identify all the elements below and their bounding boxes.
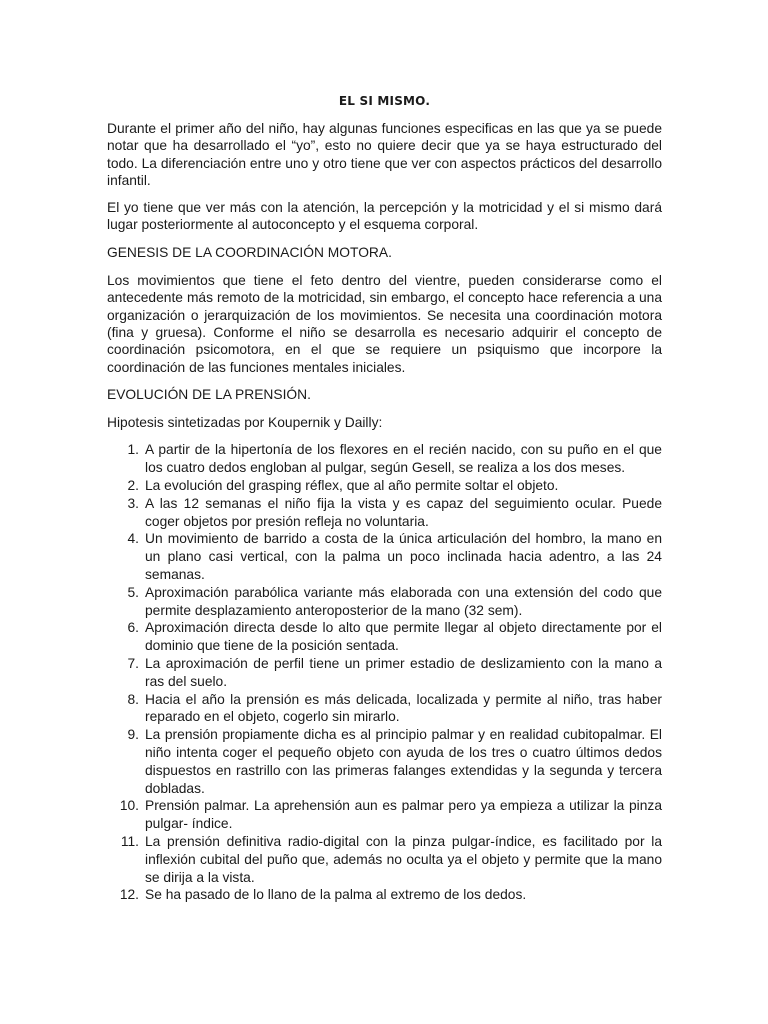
- section-heading-prension: EVOLUCIÓN DE LA PRENSIÓN.: [107, 386, 311, 402]
- list-number: 7.: [127, 656, 139, 672]
- list-text: La evolución del grasping réflex, que al año permite soltar el objeto.: [145, 478, 559, 494]
- list-item: [97, 886, 662, 904]
- list-number: 8.: [127, 691, 139, 707]
- list-item: [97, 691, 662, 727]
- list-number: 2.: [127, 478, 139, 494]
- list-number: 4.: [127, 531, 139, 547]
- list-number: 11.: [120, 833, 139, 849]
- list-text: A partir de la hipertonía de los flexores en el recién nacido, con su puño en el que los cuatro dedos engloban al pulgar, según Gesell, se realiza a los dos meses.: [145, 442, 662, 476]
- list-number: 10.: [119, 798, 139, 814]
- paragraph-yo: El yo tiene que ver más con la atención, la percepción y la motricidad y el si mismo dará lugar posteriormente al autoconcepto y el esquema corporal.: [107, 200, 662, 233]
- list-text: Se ha pasado de lo llano de la palma al extremo de los dedos.: [145, 887, 527, 903]
- list-number: 12.: [119, 887, 139, 903]
- list-text: La aproximación de perfil tiene un primer estadio de deslizamiento con la mano a ras del suelo.: [145, 656, 662, 689]
- list-item: [97, 655, 662, 691]
- list-number: 5.: [127, 584, 139, 600]
- section-heading-coordinacion: GENESIS DE LA COORDINACIÓN MOTORA.: [107, 244, 392, 260]
- list-text: Prensión palmar. La aprehensión aun es palmar pero ya empieza a utilizar la pinza pulgar- índice.: [145, 798, 662, 832]
- paragraph-movimientos: Los movimientos que tiene el feto dentro del vientre, pueden considerarse como el antecedente más remoto de la motricidad, sin embargo, el concepto hace referencia a una organización o jerarquización de los movimientos. Se necesita una coordinación motora (fina y gruesa). Conforme el niño se desarrolla es necesario adquirir el concepto de coordinación psicomotora, en el que se requiere un psiquismo que incorpore la coordinación de las funciones mentales iniciales.: [107, 273, 662, 375]
- list-number: 1.: [127, 442, 139, 458]
- document-title: EL SI MISMO.: [338, 94, 431, 108]
- list-text: Hacia el año la prensión es más delicada, localizada y permite al niño, tras haber reparado en el objeto, cogerlo sin mirarlo.: [145, 691, 662, 725]
- list-item: [97, 477, 662, 495]
- paragraph-hipotesis: Hipotesis sintetizadas por Koupernik y Dailly:: [107, 415, 383, 431]
- list-text: La prensión propiamente dicha es al principio palmar y en realidad cubitopalmar. El niño intenta coger el pequeño objeto con ayuda de los tres o cuatro últimos dedos dispuestos en rastrillo con las primeras falanges extendidas y la segunda y tercera dobladas.: [145, 727, 662, 796]
- list-text: A las 12 semanas el niño fija la vista y es capaz del seguimiento ocular. Puede coger objetos por presión refleja no voluntaria.: [145, 495, 662, 529]
- list-item: [97, 495, 662, 531]
- list-text: La prensión definitiva radio-digital con la pinza pulgar-índice, es facilitado por la inflexión cubital del puño que, además no oculta ya el objeto y permite que la mano se dirija a la vista.: [145, 833, 662, 885]
- list-text: Un movimiento de barrido a costa de la única articulación del hombro, la mano en un plano casi vertical, con la palma un poco inclinada hacia adentro, a las 24 semanas.: [145, 531, 662, 583]
- list-number: 9.: [127, 727, 139, 743]
- list-number: 6.: [127, 620, 139, 636]
- list-item: [97, 530, 662, 583]
- list-item: [97, 833, 662, 886]
- list-item: [97, 797, 662, 833]
- list-item: [97, 441, 662, 477]
- list-item: [97, 584, 662, 620]
- hypothesis-list: [97, 441, 662, 904]
- paragraph-intro: Durante el primer año del niño, hay algunas funciones especificas en las que ya se puede notar que ha desarrollado el “yo”, esto no quiere decir que ya se haya estructurado del todo. La diferenciación entre uno y otro tiene que ver con aspectos prácticos del desarrollo infantil.: [107, 121, 662, 188]
- list-item: [97, 726, 662, 797]
- list-item: [97, 619, 662, 655]
- list-text: Aproximación parabólica variante más elaborada con una extensión del codo que permite desplazamiento anteroposterior de la mano (32 sem).: [145, 584, 662, 618]
- list-text: Aproximación directa desde lo alto que permite llegar al objeto directamente por el dominio que tiene de la posición sentada.: [145, 620, 662, 654]
- list-number: 3.: [127, 495, 139, 511]
